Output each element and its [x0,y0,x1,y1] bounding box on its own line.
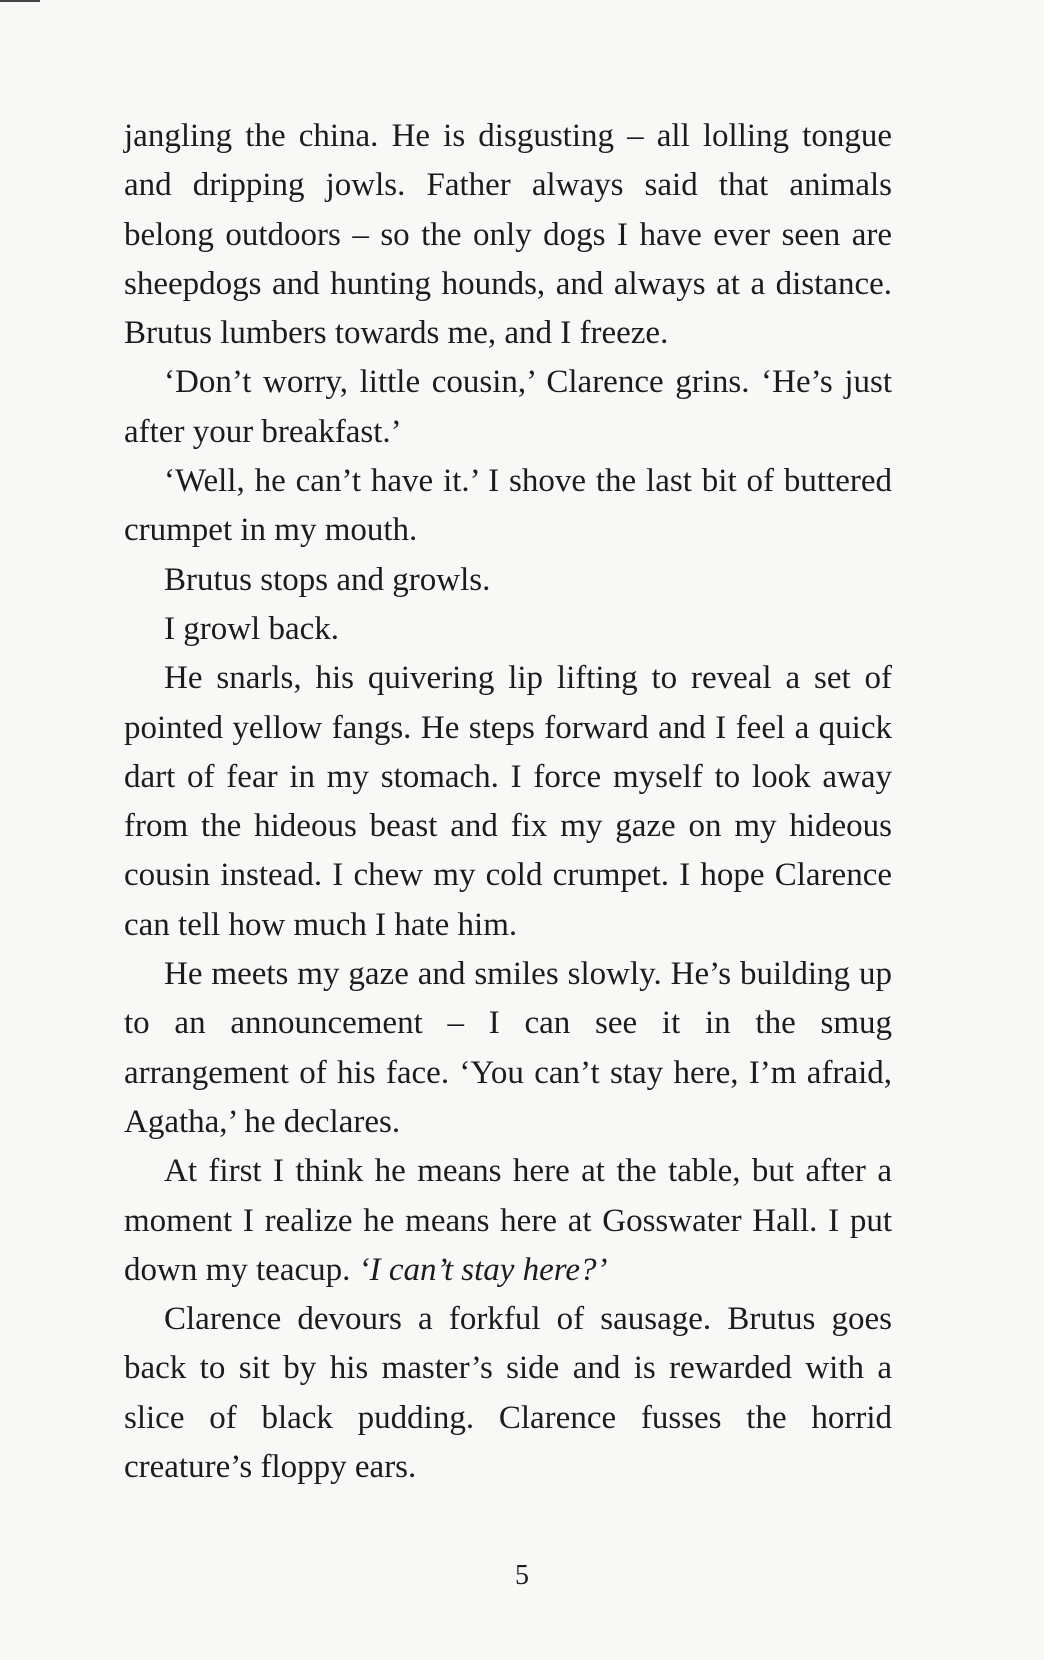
page-number: 5 [515,1560,529,1591]
paragraph-3: ‘Well, he can’t have it.’ I shove the last bit of buttered crumpet in my mouth. [124,463,892,549]
page-edge-mark [0,0,40,2]
paragraph-7: He meets my gaze and smiles slowly. He’s building up to an announcement – I can see it in the smug arrangement of his face. ‘You can’t stay here, I’m afraid, Agatha,’ he declares. [124,956,892,1140]
paragraph-6: He snarls, his quivering lip lifting to reveal a set of pointed yellow fangs. He steps forward and I feel a quick dart of fear in my stomach. I force myself to look away from the hideous beast and fix my gaze on my hideous cousin instead. I chew my cold crumpet. I hope Clarence can tell how much I hate him. [124,660,892,943]
paragraph-5: I growl back. [164,610,340,647]
paragraph-1: jangling the china. He is disgusting – all lolling tongue and dripping jowls. Father always said that animals belong outdoors – so the only dogs I have ever seen are sheepdogs and hunting hounds, and always at a distance. Brutus lumbers towards me, and I freeze. [124,118,892,352]
paragraph-8 [124,1147,892,1295]
paragraph-9: Clarence devours a forkful of sausage. Brutus goes back to sit by his master’s side and is rewarded with a slice of black pudding. Clarence fusses the horrid creature’s floppy ears. [124,1301,892,1486]
body-text [124,112,892,1492]
paragraph-4: Brutus stops and growls. [164,561,491,598]
paragraph-8-text: At first I think he means here at the table, but after a moment I realize he means here at Gosswater Hall. I put down my teacup. [124,1153,892,1288]
paragraph-2: ‘Don’t worry, little cousin,’ Clarence grins. ‘He’s just after your breakfast.’ [124,364,892,450]
paragraph-8-italic: ‘I can’t stay here?’ [358,1251,608,1288]
